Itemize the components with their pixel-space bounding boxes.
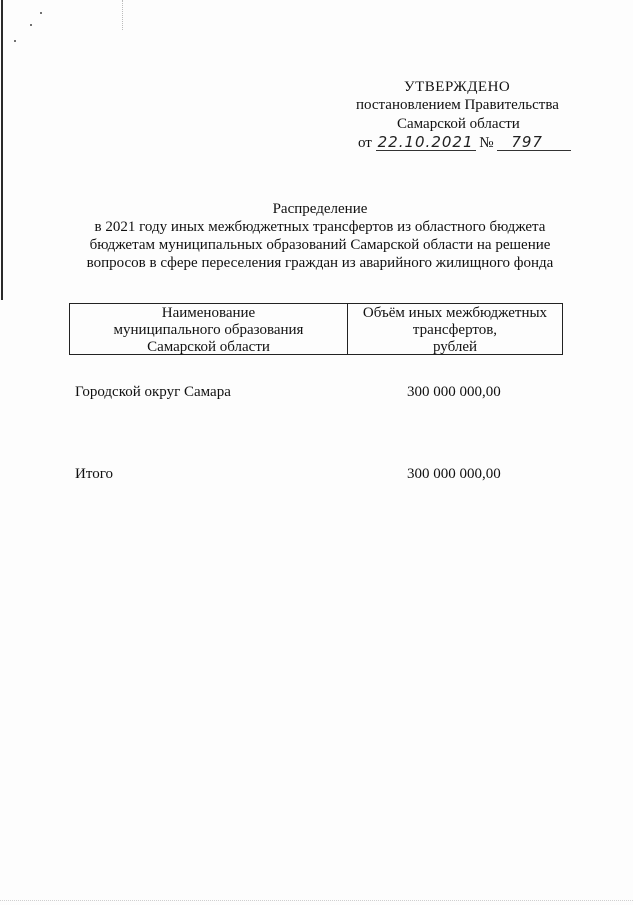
document-heading (60, 200, 580, 272)
heading-line: вопросов в сфере переселения граждан из аварийного жилищного фонда (86, 255, 554, 271)
heading-line: бюджетам муниципальных образований Самарской области на решение (89, 237, 551, 253)
date-prefix: от (358, 135, 372, 151)
transfer-amount: 300 000 000,00 (407, 384, 501, 400)
table-header (69, 303, 563, 355)
scan-edge-artifact (1, 0, 3, 300)
column-header-municipality (70, 304, 348, 354)
header-text: рублей (432, 339, 478, 355)
handwritten-date: 22.10.2021 (377, 133, 474, 151)
header-text: муниципального образования (113, 322, 304, 338)
total-amount: 300 000 000,00 (407, 466, 501, 482)
header-text: трансфертов, (412, 322, 498, 338)
heading-line: в 2021 году иных межбюджетных трансфертов из областного бюджета (94, 219, 546, 235)
handwritten-number: 797 (497, 135, 571, 151)
number-label: № (479, 135, 494, 151)
heading-line: Распределение (272, 201, 368, 217)
scan-speck (40, 12, 42, 14)
column-header-amount (348, 304, 562, 354)
total-label: Итого (75, 466, 113, 482)
approval-region: Самарской области (397, 116, 520, 132)
scan-speck (30, 24, 32, 26)
municipality-name: Городской округ Самара (75, 384, 231, 400)
scan-mark (122, 0, 124, 30)
header-text: Наименование (161, 305, 256, 321)
header-text: Объём иных межбюджетных (362, 305, 548, 321)
approval-authority: постановлением Правительства (356, 97, 559, 113)
approval-date-number-line (358, 134, 571, 153)
scan-bottom-edge (0, 900, 633, 902)
approval-title: УТВЕРЖДЕНО (404, 79, 511, 95)
header-text: Самарской области (147, 339, 270, 355)
scan-speck (14, 40, 16, 42)
